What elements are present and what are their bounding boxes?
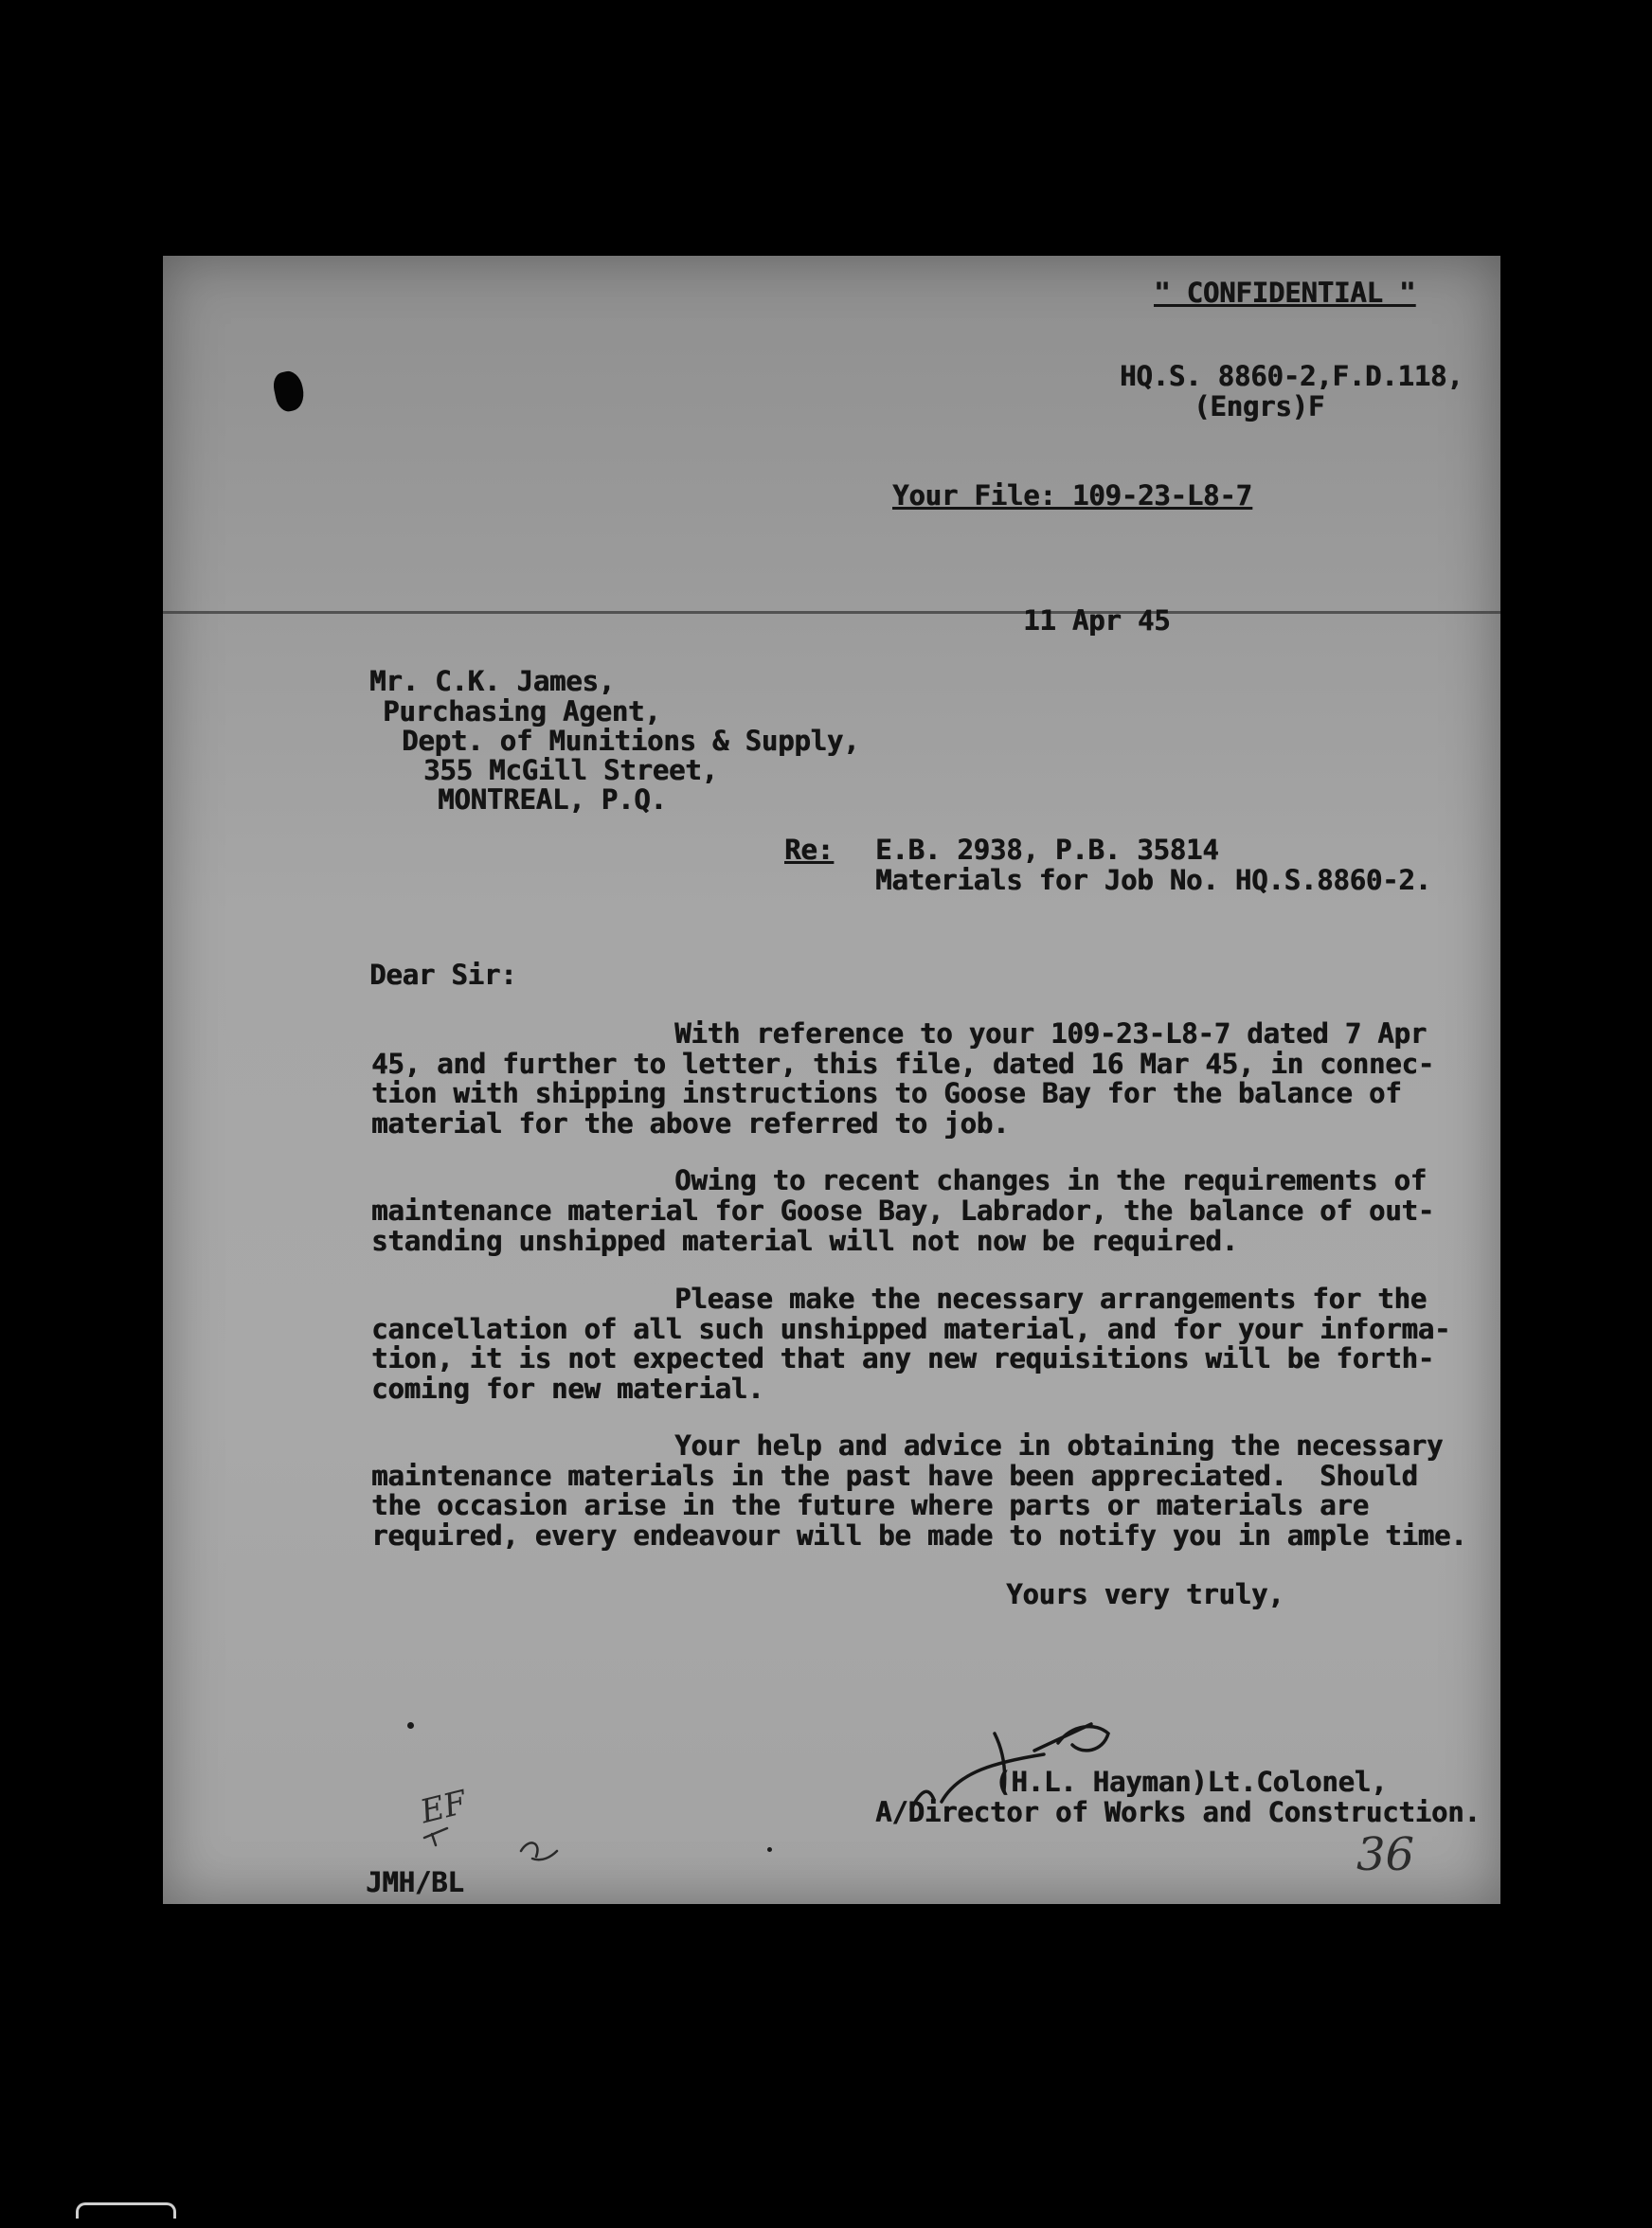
paragraph-line: tion, it is not expected that any new requisitions will be forth-	[371, 1342, 1434, 1375]
paragraph-line: Your help and advice in obtaining the necessary	[674, 1429, 1444, 1462]
page-number	[1356, 1828, 1414, 1881]
film-edge-mark	[76, 2202, 176, 2219]
letter-date: 11 Apr 45	[1023, 604, 1171, 637]
margin-arrow-scrawl	[419, 1809, 570, 1885]
margin-note-text: EF	[416, 1783, 471, 1832]
paragraph-line: maintenance materials in the past have been appreciated. Should	[371, 1460, 1418, 1492]
file-reference-line2: (Engrs)F	[1194, 390, 1325, 422]
paragraph-line: cancellation of all such unshipped material, and for your informa-	[371, 1313, 1451, 1345]
paragraph-line: Owing to recent changes in the requirements of	[674, 1164, 1427, 1196]
letter-page	[163, 256, 1500, 1904]
paragraph-line: 45, and further to letter, this file, dated 16 Mar 45, in connec-	[371, 1048, 1434, 1080]
recipient-department: Dept. of Munitions & Supply,	[402, 725, 860, 757]
subject-line2: Materials for Job No. HQ.S.8860-2.	[875, 864, 1431, 896]
paragraph-line: maintenance material for Goose Bay, Labrador, the balance of out-	[371, 1195, 1434, 1227]
paragraph-line: tion with shipping instructions to Goose Bay for the balance of	[371, 1077, 1402, 1109]
paragraph-line: required, every endeavour will be made to notify you in ample time.	[371, 1519, 1467, 1552]
classification-marking: " CONFIDENTIAL "	[1154, 277, 1416, 309]
recipient-city: MONTREAL, P.Q.	[438, 783, 667, 816]
page-number-text: 36	[1356, 1828, 1415, 1881]
ink-speck	[407, 1722, 414, 1729]
reference-initials: JMH/BL	[366, 1866, 464, 1898]
paragraph-line: standing unshipped material will not now be required.	[371, 1225, 1238, 1257]
file-reference-line1: HQ.S. 8860-2,F.D.118,	[1120, 360, 1463, 392]
paragraph-line: coming for new material.	[371, 1373, 764, 1405]
fold-line	[163, 611, 1500, 614]
paragraph-line: material for the above referred to job.	[371, 1107, 1010, 1140]
signatory-title: A/Director of Works and Construction.	[875, 1796, 1481, 1828]
subject-line1: E.B. 2938, P.B. 35814	[875, 834, 1219, 866]
signatory-name: (H.L. Hayman)Lt.Colonel,	[995, 1766, 1388, 1798]
paragraph-line: With reference to your 109-23-L8-7 dated 7 Apr	[674, 1017, 1427, 1050]
ink-speck	[767, 1847, 772, 1852]
subject-label: Re:	[784, 834, 834, 866]
recipient-title: Purchasing Agent,	[383, 695, 661, 728]
your-file-reference: Your File: 109-23-L8-7	[892, 479, 1252, 512]
recipient-street: 355 McGill Street,	[423, 754, 718, 786]
hole-punch	[271, 368, 307, 413]
paragraph-line: the occasion arise in the future where parts or materials are	[371, 1489, 1369, 1521]
paragraph-line: Please make the necessary arrangements for the	[674, 1283, 1427, 1315]
closing: Yours very truly,	[1006, 1578, 1284, 1610]
recipient-name: Mr. C.K. James,	[369, 665, 615, 697]
salutation: Dear Sir:	[369, 959, 517, 991]
